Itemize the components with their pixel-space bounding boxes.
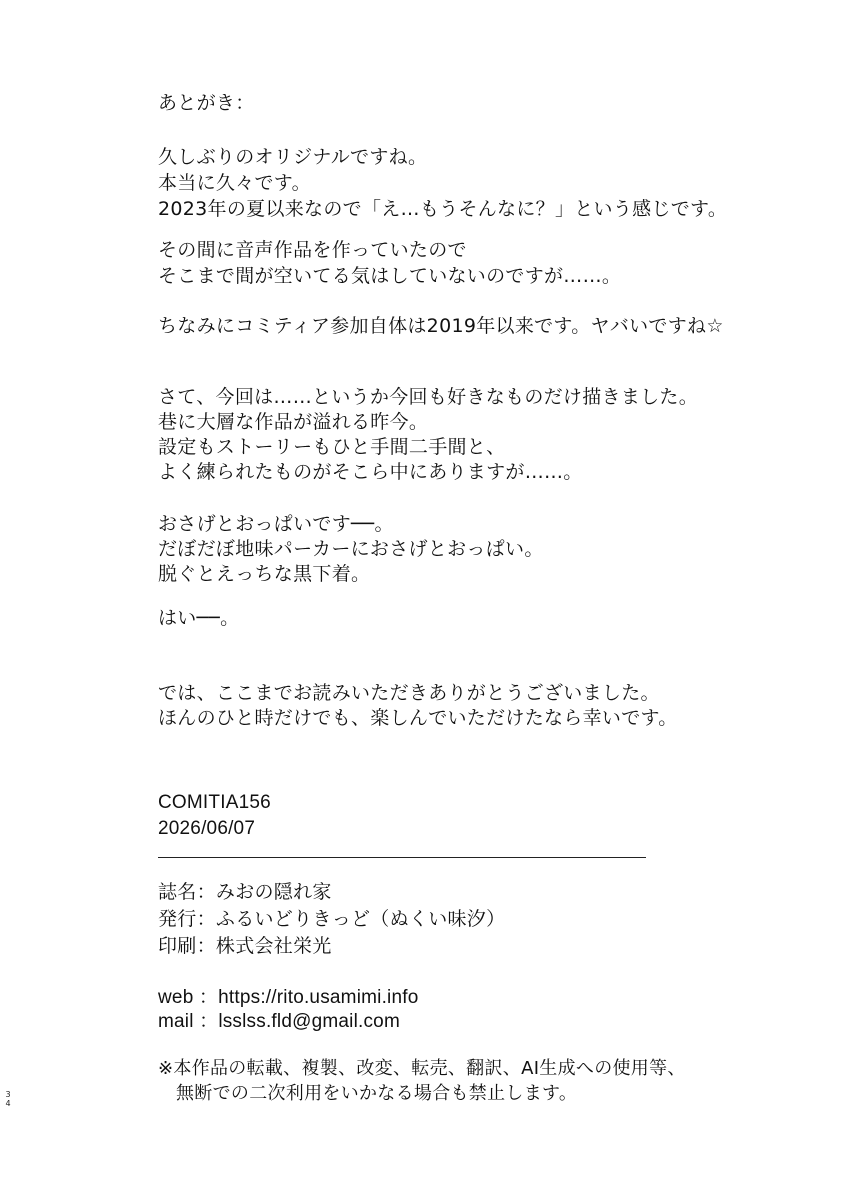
event-name: COMITIA156 [158,792,271,813]
paragraph-line: 2023年の夏以来なので「え…もうそんなに？」という感じです。 [158,198,728,220]
page-number-digit: 3 [5,1090,11,1099]
page-number [4,1090,12,1108]
paragraph-line: 巷に大層な作品が溢れる昨今。 [158,411,429,433]
colophon-web: web ：https://rito.usamimi.info [158,987,419,1008]
colophon-mail: mail ：lsslss.fld@gmail.com [158,1011,400,1032]
paragraph-line: おさげとおっぱいです──。 [158,513,394,535]
notice-line: 無断での二次利用をいかなる場合も禁止します。 [176,1083,578,1104]
paragraph-line: 久しぶりのオリジナルですね。 [158,146,428,168]
paragraph-line: はい──。 [158,607,240,629]
paragraph-line: 設定もストーリーもひと手間二手間と、 [158,436,506,458]
colophon-printer: 印刷：株式会社栄光 [158,935,332,957]
paragraph-line: ちなみにコミティア参加自体は2019年以来です。ヤバいですね☆ [158,315,724,337]
paragraph-line: よく練られたものがそこら中にありますが……。 [158,461,583,483]
colophon-title: 誌名：みおの隠れ家 [158,881,332,903]
page-number-digit: 4 [5,1099,11,1108]
paragraph-line: そこまで間が空いてる気はしていないのですが……。 [158,265,622,287]
paragraph-line: 本当に久々です。 [158,172,311,194]
afterword-heading: あとがき： [158,92,255,114]
divider-line [158,857,646,858]
colophon-publisher: 発行：ふるいどりきっど（ぬくい味汐） [158,908,506,930]
event-date: 2026/06/07 [158,818,256,839]
paragraph-line: では、ここまでお読みいただきありがとうございました。 [158,682,660,704]
paragraph-line: 脱ぐとえっちな黒下着。 [158,563,371,585]
paragraph-line: ほんのひと時だけでも、楽しんでいただけたなら幸いです。 [158,707,678,729]
paragraph-line: その間に音声作品を作っていたので [158,239,467,261]
paragraph-line: さて、今回は……というか今回も好きなものだけ描きました。 [158,386,699,408]
paragraph-line: だぼだぼ地味パーカーにおさげとおっぱい。 [158,538,544,560]
notice-line: ※本作品の転載、複製、改変、転売、翻訳、AI生成への使用等、 [158,1058,686,1079]
